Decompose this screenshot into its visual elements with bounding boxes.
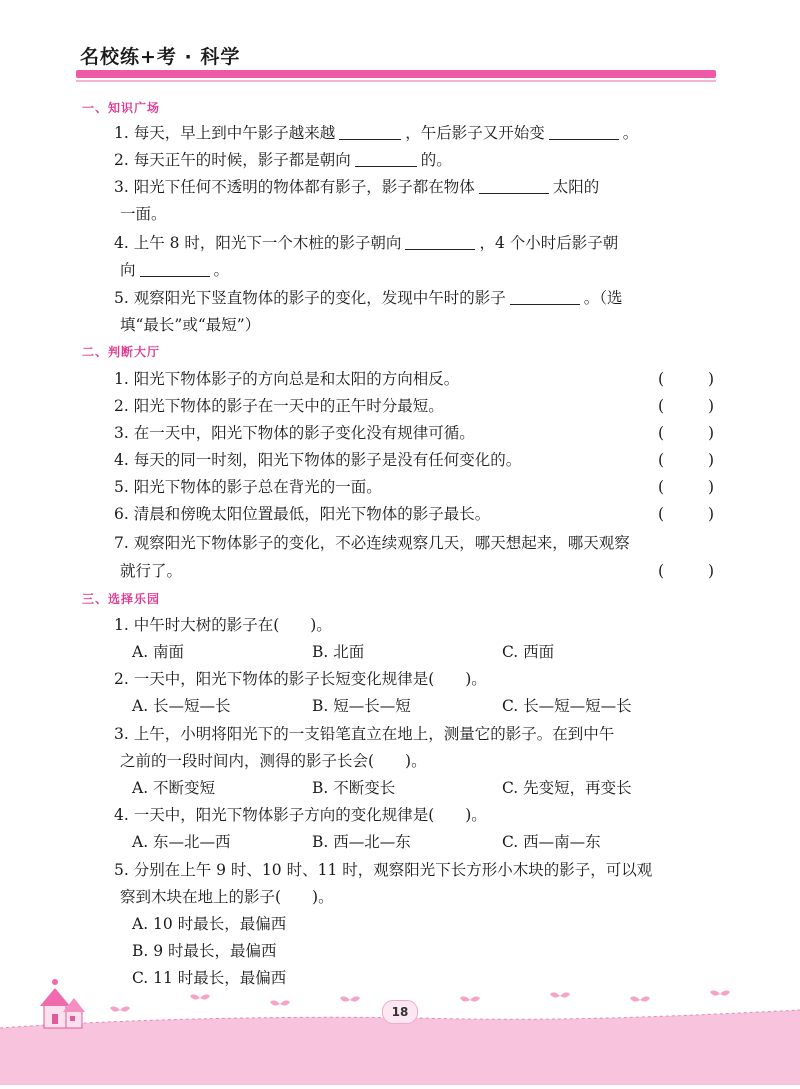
header-rule — [76, 70, 716, 78]
judge-item-6: 6. 清晨和傍晚太阳位置最低，阳光下物体的影子最长。 — [114, 505, 491, 523]
question-text: ，4 个小时后影子朝 — [479, 234, 619, 252]
house-icon — [40, 979, 85, 1028]
question-text: 2. 每天正午的时候，影子都是朝向 — [114, 151, 351, 169]
question-text: 。 — [622, 124, 639, 142]
option-c[interactable]: C. 西—南—东 — [502, 833, 601, 851]
section-title-judgement: 二、判断大厅 — [82, 345, 161, 359]
judge-item-1: 1. 阳光下物体影子的方向总是和太阳的方向相反。 — [114, 370, 460, 388]
option-a[interactable]: A. 10 时最长，最偏西 — [132, 915, 287, 933]
judge-item-4: 4. 每天的同一时刻，阳光下物体的影子是没有任何变化的。 — [114, 451, 522, 469]
judge-item-5: 5. 阳光下物体的影子总在背光的一面。 — [114, 478, 382, 496]
option-a[interactable]: A. 不断变短 — [132, 779, 216, 797]
fill-question-3 — [114, 174, 714, 200]
fill-question-5 — [114, 285, 714, 311]
question-text: 。 — [213, 261, 230, 279]
header-rule-thin — [76, 80, 716, 82]
fill-question-1 — [114, 120, 714, 146]
answer-blank[interactable] — [549, 123, 619, 140]
sprout-icons — [110, 990, 730, 1011]
option-a[interactable]: A. 南面 — [132, 643, 185, 661]
choice-options-2 — [132, 693, 632, 719]
page-footer — [0, 970, 800, 1085]
fill-question-4 — [114, 230, 714, 256]
fill-question-3-cont: 一面。 — [120, 205, 167, 223]
fill-question-5-cont: 填“最长”或“最短”） — [120, 316, 261, 334]
answer-blank[interactable] — [405, 233, 475, 250]
judge-item-7-cont: 就行了。 — [120, 562, 183, 580]
question-text: 向 — [120, 261, 136, 279]
judge-item-7: 7. 观察阳光下物体影子的变化，不必连续观察几天，哪天想起来，哪天观察 — [114, 534, 630, 552]
judge-item-2: 2. 阳光下物体的影子在一天中的正午时分最短。 — [114, 397, 444, 415]
option-b[interactable]: B. 9 时最长，最偏西 — [132, 942, 277, 960]
option-a[interactable]: A. 长—短—长 — [132, 697, 231, 715]
section-title-choice: 三、选择乐园 — [82, 592, 161, 606]
answer-bracket[interactable]: ( ) — [658, 478, 714, 496]
option-b[interactable]: B. 短—长—短 — [312, 697, 411, 715]
fill-question-2 — [114, 147, 714, 173]
answer-bracket[interactable]: ( ) — [658, 424, 714, 442]
answer-blank[interactable] — [355, 150, 417, 167]
section-title-knowledge: 一、知识广场 — [82, 101, 161, 115]
footer-decoration — [0, 970, 800, 1085]
option-c[interactable]: C. 11 时最长，最偏西 — [132, 969, 287, 987]
choice-question-5-cont: 察到木块在地上的影子( )。 — [120, 888, 334, 906]
choice-question-3-cont: 之前的一段时间内，测得的影子长会( )。 — [120, 752, 427, 770]
option-c[interactable]: C. 西面 — [502, 643, 555, 661]
answer-blank[interactable] — [140, 260, 210, 277]
option-c[interactable]: C. 先变短，再变长 — [502, 779, 632, 797]
fill-question-4-cont — [120, 257, 720, 283]
choice-question-2: 2. 一天中，阳光下物体的影子长短变化规律是( )。 — [114, 670, 487, 688]
answer-bracket[interactable]: ( ) — [658, 370, 714, 388]
question-text: 太阳的 — [552, 178, 600, 196]
answer-blank[interactable] — [339, 123, 401, 140]
question-text: 的。 — [420, 151, 452, 169]
answer-bracket[interactable]: ( ) — [658, 397, 714, 415]
option-b[interactable]: B. 不断变长 — [312, 779, 396, 797]
page-header — [0, 0, 800, 80]
judge-item-3: 3. 在一天中，阳光下物体的影子变化没有规律可循。 — [114, 424, 475, 442]
answer-bracket[interactable]: ( ) — [658, 451, 714, 469]
question-text: 。（选 — [583, 289, 623, 307]
option-c[interactable]: C. 长—短—短—长 — [502, 697, 632, 715]
question-text: 5. 观察阳光下竖直物体的影子的变化，发现中午时的影子 — [114, 289, 506, 307]
choice-question-4: 4. 一天中，阳光下物体影子方向的变化规律是( )。 — [114, 806, 487, 824]
question-text: 4. 上午 8 时，阳光下一个木桩的影子朝向 — [114, 234, 402, 252]
choice-options-4 — [132, 829, 601, 855]
page-number: 18 — [382, 1000, 418, 1024]
answer-bracket[interactable]: ( ) — [658, 562, 714, 580]
option-b[interactable]: B. 西—北—东 — [312, 833, 411, 851]
question-text: 3. 阳光下任何不透明的物体都有影子，影子都在物体 — [114, 178, 475, 196]
answer-blank[interactable] — [479, 177, 549, 194]
choice-options-3 — [132, 775, 632, 801]
choice-options-1 — [132, 639, 554, 665]
book-title: 名校练+考 · 科学 — [80, 46, 241, 68]
choice-question-3: 3. 上午，小明将阳光下的一支铅笔直立在地上，测量它的影子。在到中午 — [114, 725, 615, 743]
choice-question-5: 5. 分别在上午 9 时、10 时、11 时，观察阳光下长方形小木块的影子，可以观 — [114, 861, 653, 879]
option-b[interactable]: B. 北面 — [312, 643, 365, 661]
option-a[interactable]: A. 东—北—西 — [132, 833, 231, 851]
answer-bracket[interactable]: ( ) — [658, 505, 714, 523]
choice-question-1: 1. 中午时大树的影子在( )。 — [114, 616, 332, 634]
answer-blank[interactable] — [510, 288, 580, 305]
question-text: ，午后影子又开始变 — [405, 124, 545, 142]
question-text: 1. 每天，早上到中午影子越来越 — [114, 124, 336, 142]
